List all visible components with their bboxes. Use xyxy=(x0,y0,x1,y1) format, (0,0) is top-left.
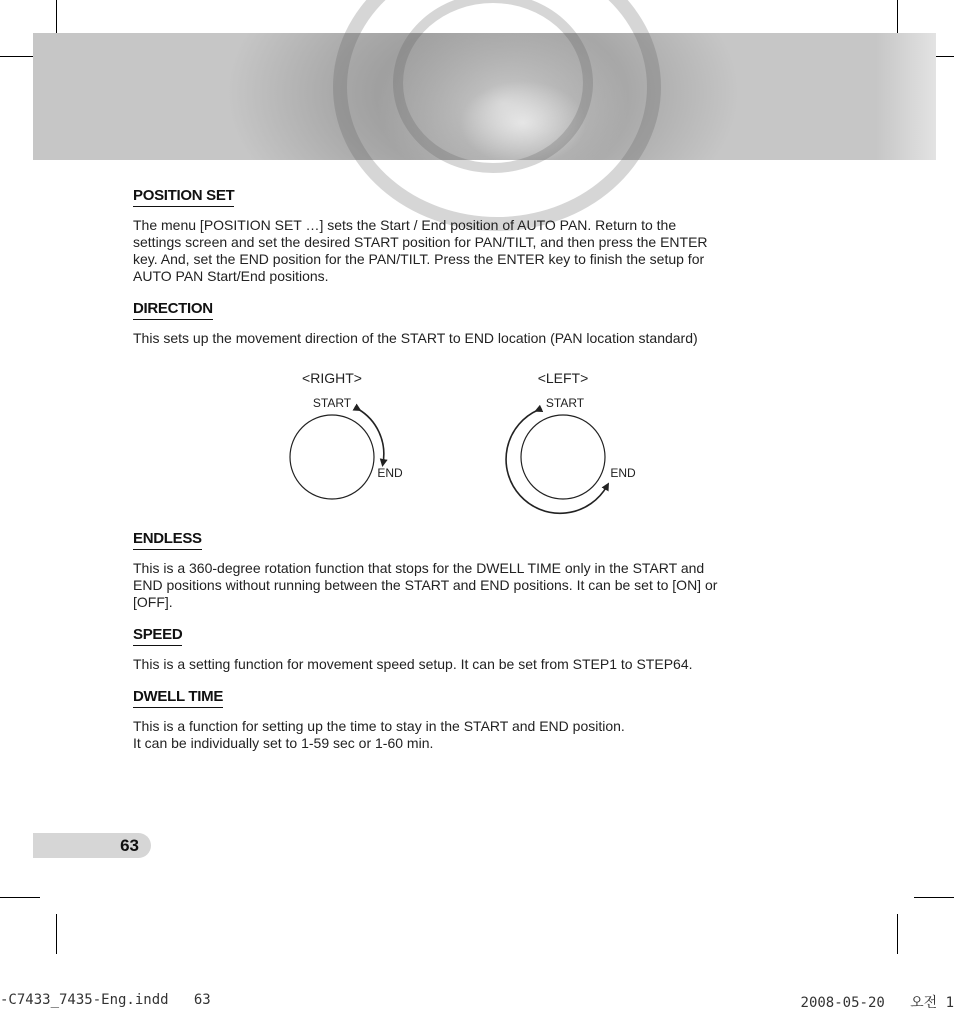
header-highlight xyxy=(876,33,936,160)
right-pan-circle xyxy=(290,415,374,499)
section-body xyxy=(133,560,783,611)
lens-ring xyxy=(393,0,593,173)
section-direction xyxy=(133,300,783,347)
body-line: [OFF]. xyxy=(133,594,173,610)
print-footer-file: -C7433_7435-Eng.indd 63 xyxy=(0,992,211,1008)
section-endless xyxy=(133,530,783,611)
right-title: <RIGHT> xyxy=(302,370,362,386)
section-speed xyxy=(133,626,783,673)
right-start-label: START xyxy=(312,396,352,410)
section-body xyxy=(133,330,783,347)
direction-diagram-svg xyxy=(270,365,670,515)
body-line: END positions without running between the START and END positions. It can be set to [ON] or xyxy=(133,577,718,593)
body-line: This is a setting function for movement speed setup. It can be set from STEP1 to STEP64. xyxy=(133,656,693,672)
print-footer-date: 2008-05-20 오전 1 xyxy=(800,995,954,1011)
body-line: key. And, set the END position for the PAN/TILT. Press the ENTER key to finish the setup for xyxy=(133,251,705,267)
right-rotation-arrow xyxy=(358,409,384,463)
body-line: It can be individually set to 1-59 sec or 1-60 min. xyxy=(133,735,434,751)
right-end-label: END xyxy=(377,466,403,480)
section-heading: SPEED xyxy=(133,626,182,646)
header-camera-image xyxy=(33,33,936,160)
body-line: The menu [POSITION SET …] sets the Start / End position of AUTO PAN. Return to the xyxy=(133,217,677,233)
section-body xyxy=(133,718,783,752)
left-pan-circle xyxy=(521,415,605,499)
section-heading: DWELL TIME xyxy=(133,688,223,708)
left-title: <LEFT> xyxy=(537,370,589,386)
page-number-tab xyxy=(33,833,151,858)
section-heading: POSITION SET xyxy=(133,187,234,207)
section-heading: DIRECTION xyxy=(133,300,213,320)
page-number: 63 xyxy=(120,836,139,855)
body-line: This is a function for setting up the time to stay in the START and END position. xyxy=(133,718,625,734)
body-line: AUTO PAN Start/End positions. xyxy=(133,268,329,284)
crop-mark xyxy=(897,914,898,954)
section-body xyxy=(133,217,783,285)
body-line: This is a 360-degree rotation function that stops for the DWELL TIME only in the START and xyxy=(133,560,705,576)
crop-mark xyxy=(914,897,954,898)
section-dwell-time xyxy=(133,688,783,752)
direction-diagram xyxy=(270,365,670,515)
body-line: This sets up the movement direction of the START to END location (PAN location standard) xyxy=(133,330,698,346)
section-position-set xyxy=(133,187,783,285)
left-start-label: START xyxy=(545,396,585,410)
crop-mark xyxy=(56,914,57,954)
section-body xyxy=(133,656,783,673)
body-line: settings screen and set the desired START position for PAN/TILT, and then press the ENTER xyxy=(133,234,708,250)
left-end-label: END xyxy=(610,466,636,480)
section-heading: ENDLESS xyxy=(133,530,202,550)
crop-mark xyxy=(0,897,40,898)
